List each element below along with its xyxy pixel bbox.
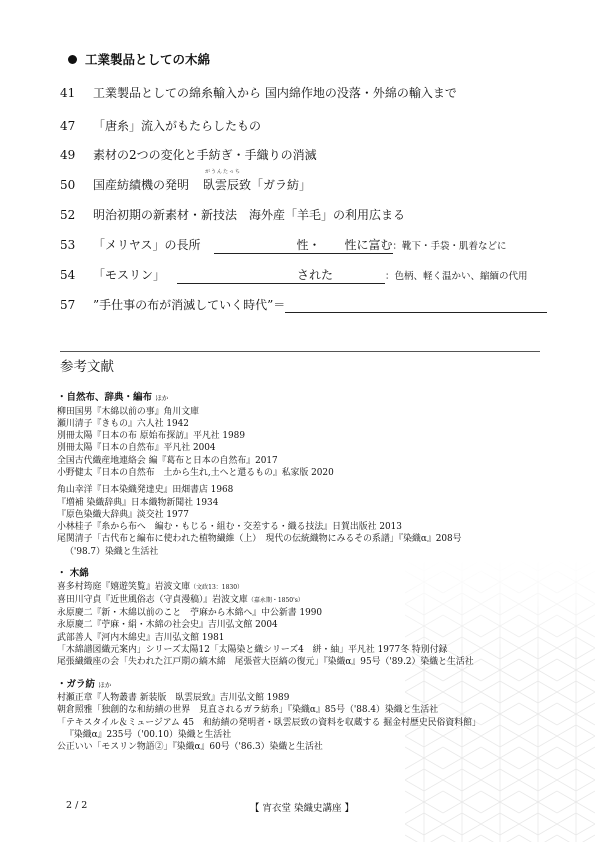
reference-item: 「木綿譜図織元案内」シリーズ太陽12「太陽染と織シリーズ4 絣・紬」平凡社 1977冬 特別付録 bbox=[57, 645, 448, 656]
outline-text: 「唐糸」流入がもたらしたもの bbox=[93, 119, 262, 133]
page-number: 52 bbox=[60, 208, 76, 222]
outline-item bbox=[60, 296, 547, 313]
fill-in-blank bbox=[285, 298, 547, 313]
reference-item: 尾関清子「古代布と編布に使われた植物繊維（上） 現代の伝統織物にみるその系譜」『染織α』208号 bbox=[57, 534, 462, 545]
outline-note: ：靴下・手袋・肌着などに bbox=[392, 241, 507, 252]
reference-item: 全国古代織産地連絡会 編『葛布と日本の自然布』2017 bbox=[57, 455, 278, 466]
reference-group-label: ・自然布、辞典・編布 ほか bbox=[57, 392, 169, 403]
fill-in-blank bbox=[177, 266, 385, 284]
page-number: 57 bbox=[60, 298, 76, 312]
outline-text: 「メリヤス」の長所 bbox=[93, 238, 201, 252]
reference-item: 永原慶二『苧麻・絹・木綿の社会史』吉川弘文館 2004 bbox=[57, 620, 278, 631]
blank-suffix: された bbox=[297, 268, 334, 282]
outline-text: 臥雲辰致「ガラ紡」 bbox=[203, 178, 312, 192]
outline-text: 国産紡績機の発明 bbox=[93, 178, 190, 192]
outline-text: 明治初期の新素材・新技法 海外産「羊毛」の利用広まる bbox=[93, 208, 406, 222]
reference-group-label: ・ 木綿 bbox=[57, 568, 89, 580]
page-number: 53 bbox=[60, 238, 76, 252]
page-number: 47 bbox=[60, 119, 76, 133]
reference-item: 喜多村筠庭『嬉遊笑覧』岩波文庫（文政13：1830） bbox=[57, 581, 244, 592]
outline-text: 素材の2つの変化と手紡ぎ・手織りの消滅 bbox=[93, 148, 317, 162]
page-number: 49 bbox=[60, 148, 76, 162]
reference-item: 村瀬正章『人物叢書 新装版 臥雲辰致』吉川弘文館 1989 bbox=[57, 693, 290, 704]
outline-item bbox=[60, 236, 507, 254]
reference-group-label: ・ガラ紡 ほか bbox=[57, 678, 112, 690]
footer-title: 【 宵衣堂 染織史講座 】 bbox=[250, 803, 355, 814]
reference-item: 朝倉照雅「独創的な和紡績の世界 見直されるガラ紡糸」『染織α』85号（'88.4）染織と生活社 bbox=[57, 705, 439, 716]
blank-suffix: 性・ bbox=[296, 238, 321, 252]
references-title: 参考文献 bbox=[60, 359, 114, 375]
reference-item: 角山幸洋『日本染織発達史』田畑書店 1968 bbox=[57, 485, 234, 496]
outline-item bbox=[60, 146, 317, 163]
outline-item bbox=[60, 117, 261, 134]
page-number: 50 bbox=[60, 178, 76, 192]
reference-item: 尾張繊織座の会「失われた江戸期の縞木綿 尾張菅大臣縞の復元」『染織α』95号（'89.2）染織と生活社 bbox=[57, 657, 474, 668]
bullet-icon bbox=[68, 55, 77, 64]
page-number: 54 bbox=[60, 268, 76, 282]
outline-item bbox=[60, 266, 528, 284]
outline-text: ”手仕事の布が消滅していく時代”＝ bbox=[93, 298, 286, 312]
reference-item: 柳田国男『木綿以前の事』角川文庫 bbox=[57, 406, 199, 417]
reference-item: 別冊太陽『日本の布 原始布探訪』平凡社 1989 bbox=[57, 431, 245, 442]
ruby-annotated-text bbox=[203, 169, 312, 193]
fill-in-blank bbox=[321, 236, 393, 254]
section-heading bbox=[68, 50, 210, 68]
reference-item: （'98.7）染織と生活社 bbox=[65, 546, 159, 557]
reference-item: 喜田川守貞『近世風俗志（守貞漫稿）』岩波文庫（嘉永期・1850's） bbox=[57, 594, 304, 605]
section-title: 工業製品としての木綿 bbox=[85, 52, 211, 67]
divider bbox=[60, 351, 540, 352]
blank-suffix: 性に富む bbox=[344, 238, 393, 252]
reference-item: 「テキスタイル＆ミュージアム 45 和紡績の発明者・臥雲辰致の資料を収蔵する 掘金村歴史民俗資料館」 bbox=[57, 717, 481, 728]
outline-item bbox=[60, 84, 457, 101]
page-number: 41 bbox=[60, 86, 76, 100]
outline-item bbox=[60, 169, 312, 193]
reference-item: 『原色染織大辞典』淡交社 1977 bbox=[57, 509, 189, 520]
reference-item: 武部善人『河内木綿史』吉川弘文館 1981 bbox=[57, 632, 225, 643]
reference-item: 小野健太『日本の自然布 土から生れ,土へと還るもの』私家版 2020 bbox=[57, 467, 334, 478]
page-indicator: 2 / 2 bbox=[66, 800, 88, 811]
outline-item bbox=[60, 206, 405, 223]
reference-item: 別冊太陽『日本の自然布』平凡社 2004 bbox=[57, 443, 216, 454]
references-list bbox=[57, 391, 557, 754]
fill-in-blank bbox=[214, 236, 321, 254]
reference-item: 瀬川清子『きもの』六人社 1942 bbox=[57, 418, 189, 429]
ruby-reading: がうんたっち bbox=[205, 169, 242, 175]
outline-text: 工業製品としての綿糸輸入から 国内綿作地の没落・外綿の輸入まで bbox=[93, 86, 457, 100]
reference-item: 『染織α』235号（'00.10）染織と生活社 bbox=[65, 730, 232, 741]
reference-item: 小林桂子『糸から布へ 編む・もじる・組む・交差する・織る技法』日賀出版社 2013 bbox=[57, 522, 402, 533]
outline-text: 「モスリン」 bbox=[93, 268, 166, 282]
reference-item: 公正いい「モスリン物語②」『染織α』60号（'86.3）染織と生活社 bbox=[57, 742, 323, 753]
reference-item: 永原慶二『新・木綿以前のこと 苧麻から木綿へ』中公新書 1990 bbox=[57, 608, 323, 619]
outline-note: ：色柄、軽く温かい、縮緬の代用 bbox=[385, 271, 528, 282]
reference-item: 『増補 染織辞典』日本織物新聞社 1934 bbox=[57, 497, 219, 508]
